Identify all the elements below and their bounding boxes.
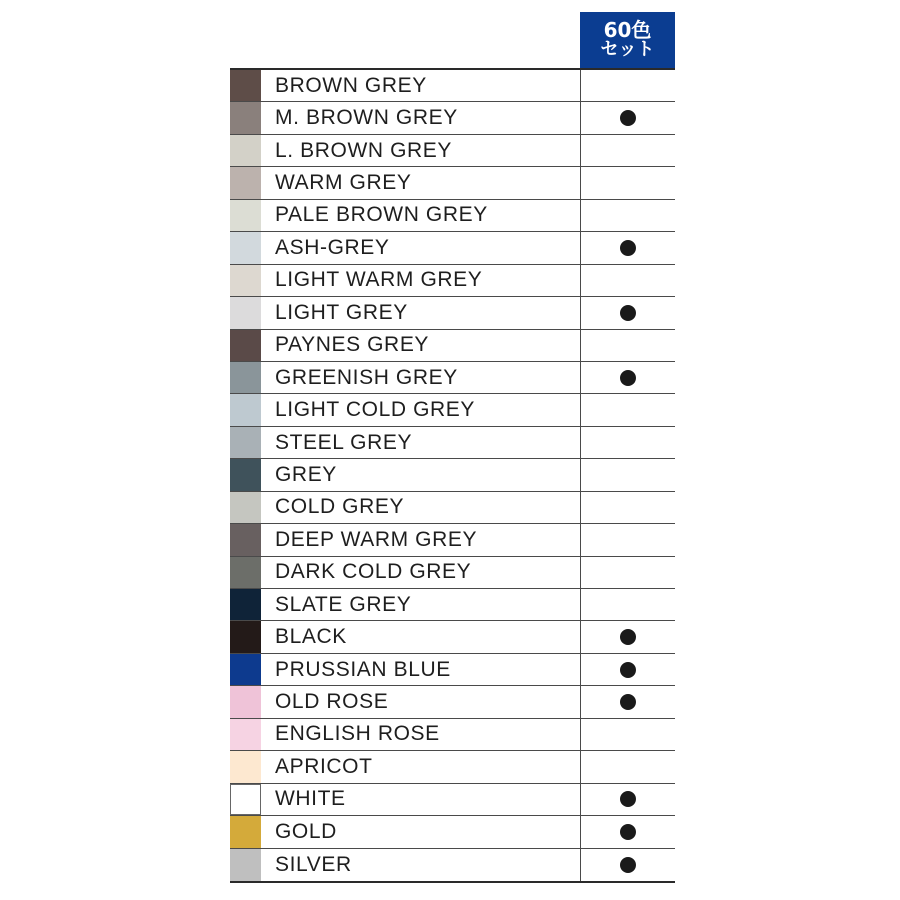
color-swatch — [230, 362, 261, 393]
set-inclusion-cell — [580, 232, 675, 263]
set-inclusion-cell — [580, 330, 675, 361]
included-dot-icon — [620, 791, 636, 807]
included-dot-icon — [620, 824, 636, 840]
color-swatch — [230, 167, 261, 198]
color-row — [230, 135, 675, 167]
color-swatch — [230, 686, 261, 717]
set-inclusion-cell — [580, 751, 675, 782]
color-row — [230, 394, 675, 426]
color-row — [230, 816, 675, 848]
set-inclusion-cell — [580, 816, 675, 847]
color-row — [230, 102, 675, 134]
included-dot-icon — [620, 694, 636, 710]
set-inclusion-cell — [580, 394, 675, 425]
color-swatch — [230, 297, 261, 328]
set-header-count: 60色 — [603, 18, 652, 43]
color-swatch — [230, 557, 261, 588]
color-name: L. BROWN GREY — [275, 138, 452, 162]
color-swatch — [230, 816, 261, 847]
color-row — [230, 200, 675, 232]
set-inclusion-cell — [580, 200, 675, 231]
color-name: DEEP WARM GREY — [275, 527, 478, 551]
color-name: SILVER — [275, 852, 352, 876]
color-swatch — [230, 232, 261, 263]
color-row — [230, 654, 675, 686]
included-dot-icon — [620, 662, 636, 678]
set-inclusion-cell — [580, 524, 675, 555]
color-row — [230, 459, 675, 491]
set-header-label: セット — [600, 39, 655, 61]
color-name: PRUSSIAN BLUE — [275, 657, 451, 681]
color-name: ASH-GREY — [275, 235, 390, 259]
set-inclusion-cell — [580, 589, 675, 620]
color-table — [230, 68, 675, 883]
color-swatch — [230, 784, 261, 815]
set-inclusion-cell — [580, 784, 675, 815]
color-name: LIGHT WARM GREY — [275, 268, 483, 292]
color-swatch — [230, 654, 261, 685]
set-header-badge — [580, 12, 675, 68]
color-row — [230, 330, 675, 362]
set-inclusion-cell — [580, 849, 675, 881]
color-name: OLD ROSE — [275, 690, 389, 714]
color-name: PALE BROWN GREY — [275, 203, 488, 227]
color-row — [230, 265, 675, 297]
color-swatch — [230, 70, 261, 101]
color-row — [230, 167, 675, 199]
color-row — [230, 362, 675, 394]
color-swatch — [230, 265, 261, 296]
color-row — [230, 784, 675, 816]
color-row — [230, 589, 675, 621]
set-inclusion-cell — [580, 492, 675, 523]
color-row — [230, 297, 675, 329]
set-inclusion-cell — [580, 719, 675, 750]
included-dot-icon — [620, 240, 636, 256]
color-row — [230, 686, 675, 718]
color-row — [230, 524, 675, 556]
color-name: WARM GREY — [275, 171, 412, 195]
color-row — [230, 849, 675, 881]
color-name: LIGHT GREY — [275, 300, 408, 324]
color-swatch — [230, 621, 261, 652]
set-inclusion-cell — [580, 297, 675, 328]
color-swatch — [230, 492, 261, 523]
set-inclusion-cell — [580, 557, 675, 588]
set-inclusion-cell — [580, 459, 675, 490]
set-inclusion-cell — [580, 654, 675, 685]
color-name: GREENISH GREY — [275, 365, 458, 389]
set-inclusion-cell — [580, 686, 675, 717]
set-inclusion-cell — [580, 265, 675, 296]
set-inclusion-cell — [580, 135, 675, 166]
color-name: GOLD — [275, 819, 337, 843]
included-dot-icon — [620, 857, 636, 873]
color-row — [230, 719, 675, 751]
color-name: COLD GREY — [275, 495, 405, 519]
included-dot-icon — [620, 305, 636, 321]
included-dot-icon — [620, 629, 636, 645]
set-inclusion-cell — [580, 70, 675, 101]
color-swatch — [230, 751, 261, 782]
color-name: DARK COLD GREY — [275, 560, 472, 584]
color-swatch — [230, 200, 261, 231]
color-name: GREY — [275, 462, 337, 486]
color-row — [230, 621, 675, 653]
color-swatch — [230, 719, 261, 750]
color-row — [230, 70, 675, 102]
set-inclusion-cell — [580, 621, 675, 652]
set-inclusion-cell — [580, 167, 675, 198]
color-name: STEEL GREY — [275, 430, 413, 454]
color-swatch — [230, 849, 261, 881]
color-swatch — [230, 524, 261, 555]
included-dot-icon — [620, 370, 636, 386]
color-swatch — [230, 102, 261, 133]
set-inclusion-cell — [580, 362, 675, 393]
color-name: BROWN GREY — [275, 73, 427, 97]
color-row — [230, 492, 675, 524]
color-name: BLACK — [275, 625, 347, 649]
set-inclusion-cell — [580, 102, 675, 133]
included-dot-icon — [620, 110, 636, 126]
color-name: WHITE — [275, 787, 346, 811]
color-swatch — [230, 459, 261, 490]
color-row — [230, 557, 675, 589]
color-name: PAYNES GREY — [275, 333, 430, 357]
color-name: LIGHT COLD GREY — [275, 398, 475, 422]
color-name: M. BROWN GREY — [275, 106, 458, 130]
color-swatch — [230, 589, 261, 620]
color-row — [230, 427, 675, 459]
color-row — [230, 232, 675, 264]
color-name: SLATE GREY — [275, 592, 412, 616]
color-swatch — [230, 394, 261, 425]
color-name: ENGLISH ROSE — [275, 722, 440, 746]
color-name: APRICOT — [275, 754, 373, 778]
set-inclusion-cell — [580, 427, 675, 458]
color-swatch — [230, 135, 261, 166]
color-swatch — [230, 330, 261, 361]
color-row — [230, 751, 675, 783]
color-swatch — [230, 427, 261, 458]
